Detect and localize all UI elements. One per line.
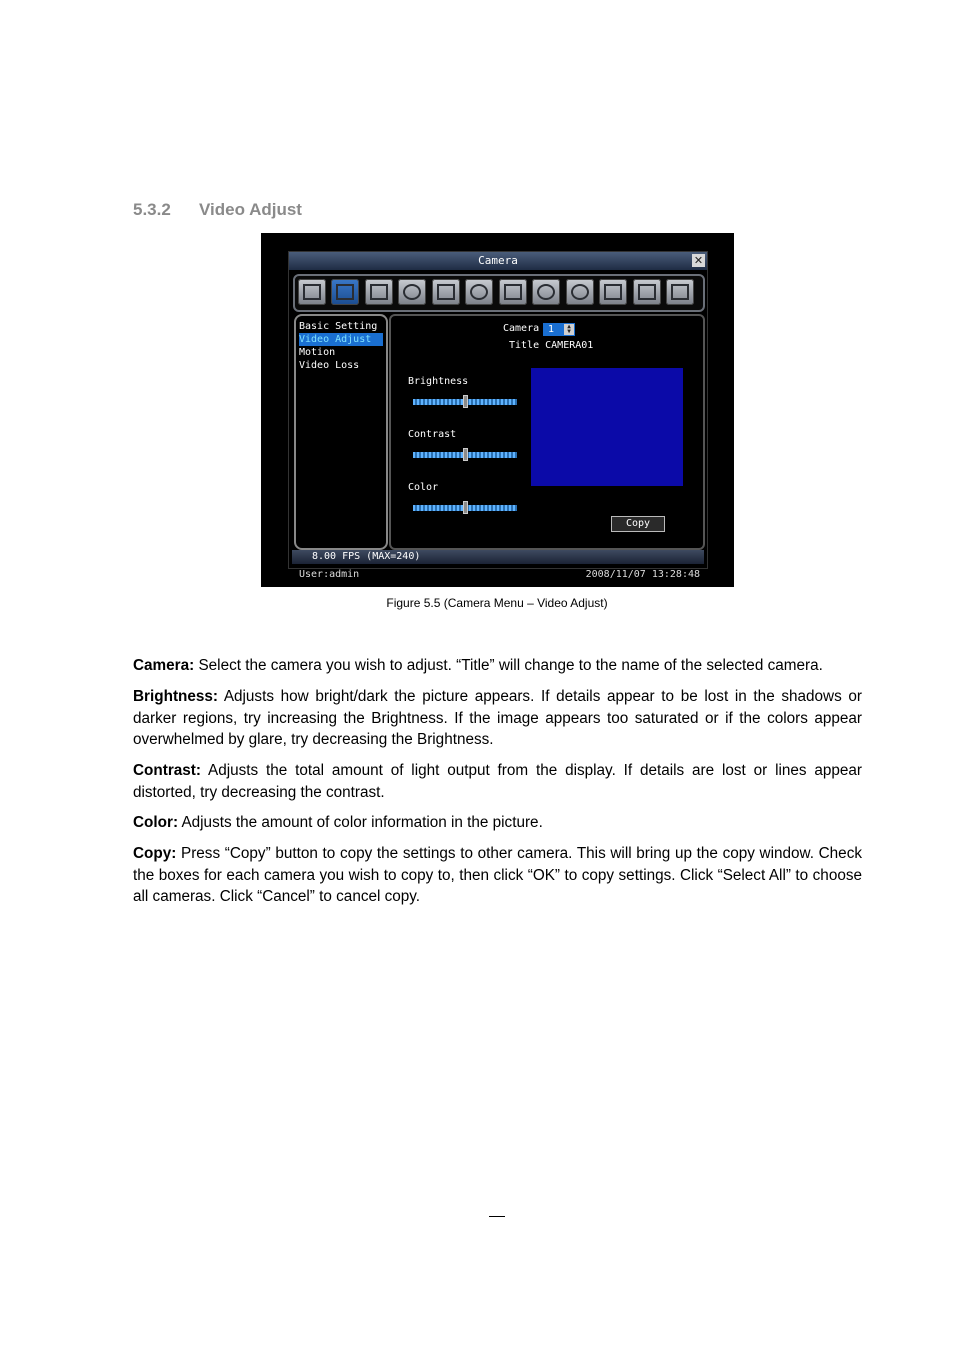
paragraph-contrast: [133, 760, 862, 803]
figure-caption: Figure 5.5 (Camera Menu – Video Adjust): [386, 596, 608, 610]
menu-item-basic-setting[interactable]: Basic Setting: [299, 321, 378, 332]
section-heading: [133, 200, 302, 220]
section-title: Video Adjust: [199, 200, 302, 219]
camera-select-spinner[interactable]: [543, 323, 575, 336]
network-icon[interactable]: [432, 279, 460, 305]
paragraph-text: Adjusts how bright/dark the picture appears. If details appear to be lost in the shadows or darker regions, try increasing the Brightness. If the image appears too saturated or if the colors appear overwhelmed by glare, try decreasing the Brightness.: [133, 688, 862, 748]
paragraph-copy: [133, 843, 862, 908]
page-number-rule: [489, 1216, 505, 1217]
window-titlebar: [289, 252, 707, 270]
bottom-info-bar: [288, 567, 706, 583]
window-title: Camera: [478, 254, 518, 267]
menu-item-motion[interactable]: Motion: [299, 347, 336, 358]
alarm-icon[interactable]: [398, 279, 426, 305]
contrast-slider-thumb[interactable]: [463, 448, 468, 461]
brightness-label: Brightness: [408, 376, 469, 387]
paragraph-text: Adjusts the amount of color information in the picture.: [178, 814, 543, 831]
contrast-slider[interactable]: [413, 452, 517, 458]
title-value: CAMERA01: [545, 340, 594, 351]
color-slider[interactable]: [413, 505, 517, 511]
term: Contrast:: [133, 762, 201, 779]
term: Camera:: [133, 657, 195, 674]
brightness-slider[interactable]: [413, 399, 517, 405]
copy-button[interactable]: Copy: [611, 516, 665, 532]
camera-submenu: [294, 314, 388, 550]
user-readout: User:admin: [299, 569, 360, 580]
paragraph-text: Press “Copy” button to copy the settings to other camera. This will bring up the copy window. Check the boxes for each camera you wish to copy to, then click “OK” to copy settings. Click “Select All” to choose all cameras. Click “Cancel” to cancel copy.: [133, 845, 862, 905]
title-label-text: Title: [509, 340, 540, 351]
record-icon[interactable]: [365, 279, 393, 305]
paragraph-text: Select the camera you wish to adjust. “Title” will change to the name of the selected camera.: [194, 657, 823, 674]
camera-window: [288, 251, 708, 569]
camera-select-value: 1: [548, 324, 555, 335]
fps-status-bar: [292, 550, 704, 564]
monitor-icon[interactable]: [499, 279, 527, 305]
display-icon[interactable]: [298, 279, 326, 305]
toolbar: [293, 274, 705, 312]
menu-item-video-loss[interactable]: Video Loss: [299, 360, 360, 371]
fps-readout: 8.00 FPS (MAX=240): [312, 551, 421, 562]
video-preview: [531, 368, 683, 486]
camera-menu-screenshot: [261, 233, 734, 587]
paragraph-text: Adjusts the total amount of light output from the display. If details are lost or lines appear distorted, try decreasing the contrast.: [133, 762, 862, 801]
contrast-label: Contrast: [408, 429, 457, 440]
camera-label: Camera: [503, 323, 540, 334]
close-button[interactable]: ✕: [693, 254, 704, 267]
term: Color:: [133, 814, 179, 831]
section-number: 5.3.2: [133, 200, 171, 219]
datetime-readout: 2008/11/07 13:28:48: [585, 569, 700, 580]
menu-item-video-adjust[interactable]: Video Adjust: [299, 333, 383, 346]
paragraph-brightness: [133, 686, 862, 751]
paragraph-camera: [133, 655, 862, 677]
title-label: [509, 340, 593, 351]
tools-icon[interactable]: [666, 279, 694, 305]
color-label: Color: [408, 482, 439, 493]
system-icon[interactable]: [532, 279, 560, 305]
info-icon[interactable]: [566, 279, 594, 305]
disk-icon[interactable]: [465, 279, 493, 305]
search-icon[interactable]: [633, 279, 661, 305]
paragraph-color: [133, 812, 862, 834]
term: Brightness:: [133, 688, 218, 705]
spinner-arrows-icon[interactable]: ▲ ▼: [564, 324, 574, 335]
camera-icon[interactable]: [331, 279, 359, 305]
term: Copy:: [133, 845, 177, 862]
color-slider-thumb[interactable]: [463, 501, 468, 514]
log-icon[interactable]: [599, 279, 627, 305]
brightness-slider-thumb[interactable]: [463, 395, 468, 408]
video-adjust-panel: [389, 314, 705, 550]
